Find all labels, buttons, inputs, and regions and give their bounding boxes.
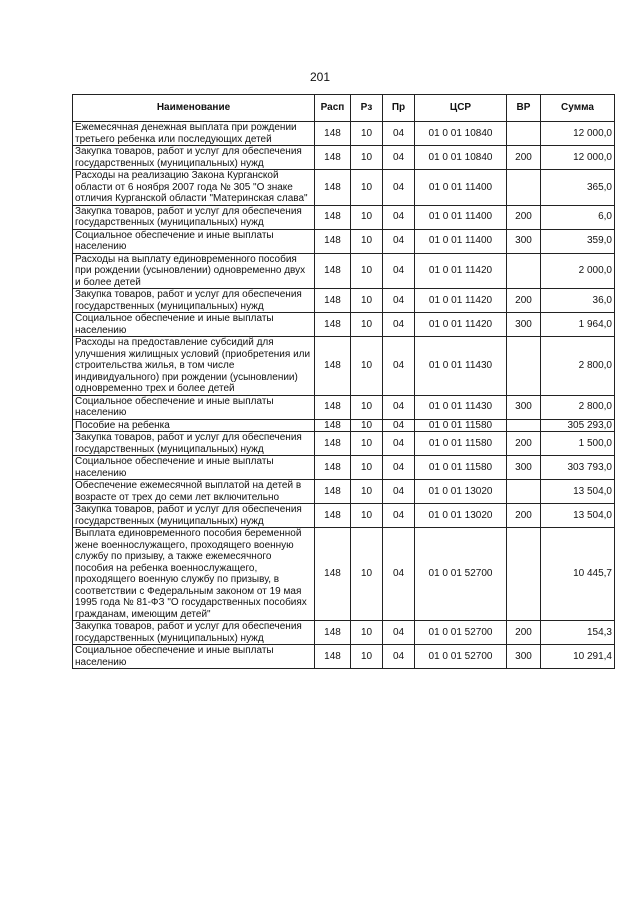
row-pr: 04: [383, 432, 415, 456]
row-rasp: 148: [315, 122, 351, 146]
row-pr: 04: [383, 122, 415, 146]
row-rasp: 148: [315, 229, 351, 253]
table-row: [73, 253, 615, 289]
budget-table: [72, 94, 615, 669]
table-row: [73, 645, 615, 669]
row-sum: 1 964,0: [541, 313, 615, 337]
page-number: 201: [309, 70, 331, 84]
row-csr: 01 0 01 11580: [415, 419, 507, 432]
row-csr: 01 0 01 52700: [415, 645, 507, 669]
table-row: [73, 621, 615, 645]
row-csr: 01 0 01 52700: [415, 621, 507, 645]
row-vr: 200: [507, 146, 541, 170]
row-vr: 300: [507, 313, 541, 337]
row-vr: 300: [507, 645, 541, 669]
row-rz: 10: [351, 146, 383, 170]
row-pr: 04: [383, 504, 415, 528]
row-sum: 2 000,0: [541, 253, 615, 289]
row-rz: 10: [351, 621, 383, 645]
row-vr: 200: [507, 289, 541, 313]
row-sum: 10 291,4: [541, 645, 615, 669]
row-rasp: 148: [315, 313, 351, 337]
row-vr: [507, 122, 541, 146]
row-name: Расходы на реализацию Закона Курганской области от 6 ноября 2007 года № 305 "О знаке отличия Курганской области "Материнская слава": [73, 170, 315, 206]
row-rz: 10: [351, 122, 383, 146]
row-pr: 04: [383, 170, 415, 206]
row-sum: 365,0: [541, 170, 615, 206]
row-csr: 01 0 01 11420: [415, 289, 507, 313]
header-csr: ЦСР: [415, 95, 507, 122]
row-sum: 303 793,0: [541, 456, 615, 480]
header-rz: Рз: [351, 95, 383, 122]
row-rz: 10: [351, 395, 383, 419]
row-name: Выплата единовременного пособия беременной жене военнослужащего, проходящего военную службу по призыву, а также ежемесячного пособия на ребенка военнослужащего, проходящего военную службу по призыву, в соответствии с Федеральным законом от 19 мая 1995 года № 81-ФЗ "О государственных пособиях гражданам, имеющим детей": [73, 528, 315, 621]
row-name: Социальное обеспечение и иные выплаты населению: [73, 229, 315, 253]
table-row: [73, 289, 615, 313]
row-name: Закупка товаров, работ и услуг для обеспечения государственных (муниципальных) нужд: [73, 504, 315, 528]
row-csr: 01 0 01 11580: [415, 456, 507, 480]
row-rasp: 148: [315, 528, 351, 621]
row-pr: 04: [383, 337, 415, 396]
row-rz: 10: [351, 432, 383, 456]
row-csr: 01 0 01 11400: [415, 205, 507, 229]
row-vr: [507, 419, 541, 432]
table-row: [73, 146, 615, 170]
row-sum: 1 500,0: [541, 432, 615, 456]
row-rz: 10: [351, 337, 383, 396]
row-rz: 10: [351, 289, 383, 313]
row-rasp: 148: [315, 289, 351, 313]
row-sum: 12 000,0: [541, 146, 615, 170]
table-row: [73, 480, 615, 504]
row-sum: 359,0: [541, 229, 615, 253]
row-pr: 04: [383, 528, 415, 621]
row-vr: 200: [507, 504, 541, 528]
row-name: Закупка товаров, работ и услуг для обеспечения государственных (муниципальных) нужд: [73, 146, 315, 170]
row-sum: 36,0: [541, 289, 615, 313]
row-rasp: 148: [315, 146, 351, 170]
row-pr: 04: [383, 645, 415, 669]
row-sum: 2 800,0: [541, 337, 615, 396]
row-csr: 01 0 01 52700: [415, 528, 507, 621]
row-vr: 200: [507, 621, 541, 645]
table-row: [73, 504, 615, 528]
row-name: Социальное обеспечение и иные выплаты населению: [73, 456, 315, 480]
table-row: [73, 205, 615, 229]
row-rasp: 148: [315, 456, 351, 480]
row-name: Обеспечение ежемесячной выплатой на детей в возрасте от трех до семи лет включительно: [73, 480, 315, 504]
row-rz: 10: [351, 253, 383, 289]
table-row: [73, 170, 615, 206]
header-vr: ВР: [507, 95, 541, 122]
row-rz: 10: [351, 456, 383, 480]
row-vr: [507, 253, 541, 289]
row-sum: 13 504,0: [541, 504, 615, 528]
row-vr: 300: [507, 395, 541, 419]
row-vr: [507, 337, 541, 396]
row-name: Социальное обеспечение и иные выплаты населению: [73, 313, 315, 337]
table-row: [73, 337, 615, 396]
row-rasp: 148: [315, 205, 351, 229]
row-rz: 10: [351, 419, 383, 432]
row-vr: [507, 170, 541, 206]
row-rz: 10: [351, 170, 383, 206]
row-csr: 01 0 01 11430: [415, 337, 507, 396]
row-name: Закупка товаров, работ и услуг для обеспечения государственных (муниципальных) нужд: [73, 289, 315, 313]
table-row: [73, 122, 615, 146]
row-sum: 305 293,0: [541, 419, 615, 432]
row-pr: 04: [383, 456, 415, 480]
row-rasp: 148: [315, 621, 351, 645]
row-rasp: 148: [315, 337, 351, 396]
table-row: [73, 229, 615, 253]
table-row: [73, 456, 615, 480]
row-rz: 10: [351, 313, 383, 337]
row-rasp: 148: [315, 504, 351, 528]
row-rasp: 148: [315, 253, 351, 289]
header-name: Наименование: [73, 95, 315, 122]
header-rasp: Расп: [315, 95, 351, 122]
row-name: Социальное обеспечение и иные выплаты населению: [73, 395, 315, 419]
row-vr: [507, 480, 541, 504]
row-name: Ежемесячная денежная выплата при рождении третьего ребенка или последующих детей: [73, 122, 315, 146]
row-rasp: 148: [315, 480, 351, 504]
row-sum: 12 000,0: [541, 122, 615, 146]
row-rasp: 148: [315, 170, 351, 206]
row-pr: 04: [383, 621, 415, 645]
row-csr: 01 0 01 11420: [415, 313, 507, 337]
table-row: [73, 528, 615, 621]
row-sum: 154,3: [541, 621, 615, 645]
row-rz: 10: [351, 504, 383, 528]
row-name: Пособие на ребенка: [73, 419, 315, 432]
row-pr: 04: [383, 480, 415, 504]
row-pr: 04: [383, 253, 415, 289]
row-csr: 01 0 01 10840: [415, 146, 507, 170]
row-csr: 01 0 01 13020: [415, 504, 507, 528]
row-sum: 13 504,0: [541, 480, 615, 504]
table-row: [73, 419, 615, 432]
header-sum: Сумма: [541, 95, 615, 122]
row-csr: 01 0 01 11400: [415, 170, 507, 206]
row-vr: 300: [507, 456, 541, 480]
row-csr: 01 0 01 11420: [415, 253, 507, 289]
table-row: [73, 395, 615, 419]
row-vr: 200: [507, 432, 541, 456]
row-name: Закупка товаров, работ и услуг для обеспечения государственных (муниципальных) нужд: [73, 205, 315, 229]
row-csr: 01 0 01 11580: [415, 432, 507, 456]
row-pr: 04: [383, 419, 415, 432]
row-name: Расходы на выплату единовременного пособия при рождении (усыновлении) одновременно двух и более детей: [73, 253, 315, 289]
row-name: Расходы на предоставление субсидий для улучшения жилищных условий (приобретения или строительства жилья, в том числе индивидуального) при рождении (усыновлении) одновременно трех и более детей: [73, 337, 315, 396]
row-csr: 01 0 01 11430: [415, 395, 507, 419]
row-pr: 04: [383, 395, 415, 419]
row-sum: 10 445,7: [541, 528, 615, 621]
row-rz: 10: [351, 205, 383, 229]
row-name: Закупка товаров, работ и услуг для обеспечения государственных (муниципальных) нужд: [73, 432, 315, 456]
row-pr: 04: [383, 146, 415, 170]
row-csr: 01 0 01 11400: [415, 229, 507, 253]
row-rz: 10: [351, 645, 383, 669]
row-rz: 10: [351, 528, 383, 621]
row-pr: 04: [383, 229, 415, 253]
row-pr: 04: [383, 313, 415, 337]
row-vr: [507, 528, 541, 621]
table-row: [73, 432, 615, 456]
row-pr: 04: [383, 289, 415, 313]
row-vr: 300: [507, 229, 541, 253]
row-rasp: 148: [315, 432, 351, 456]
row-csr: 01 0 01 13020: [415, 480, 507, 504]
table-header-row: [73, 95, 615, 122]
row-pr: 04: [383, 205, 415, 229]
table-row: [73, 313, 615, 337]
row-rz: 10: [351, 229, 383, 253]
row-csr: 01 0 01 10840: [415, 122, 507, 146]
row-sum: 2 800,0: [541, 395, 615, 419]
row-vr: 200: [507, 205, 541, 229]
header-pr: Пр: [383, 95, 415, 122]
row-name: Закупка товаров, работ и услуг для обеспечения государственных (муниципальных) нужд: [73, 621, 315, 645]
row-name: Социальное обеспечение и иные выплаты населению: [73, 645, 315, 669]
row-sum: 6,0: [541, 205, 615, 229]
row-rasp: 148: [315, 419, 351, 432]
row-rasp: 148: [315, 395, 351, 419]
row-rasp: 148: [315, 645, 351, 669]
row-rz: 10: [351, 480, 383, 504]
